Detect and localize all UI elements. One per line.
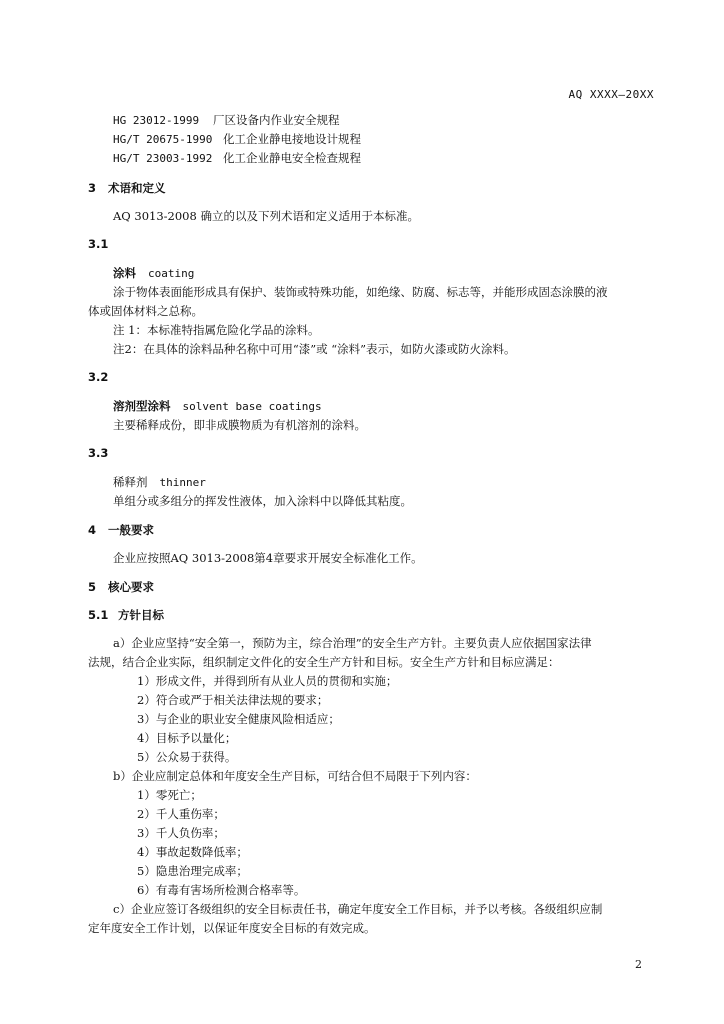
term-title bbox=[113, 474, 206, 490]
paragraph: AQ 3013-2008 确立的以及下列术语和定义适用于本标准。 bbox=[113, 209, 419, 223]
section-title: 核心要求 bbox=[108, 580, 154, 594]
document-code: AQ XXXX—20XX bbox=[568, 88, 654, 101]
paragraph: 企业应按照AQ 3013-2008第4章要求开展安全标准化工作。 bbox=[113, 551, 423, 565]
section-number: 4 bbox=[88, 523, 97, 537]
reference-title: 化工企业静电安全检查规程 bbox=[223, 151, 361, 165]
paragraph: a）企业应坚持“安全第一，预防为主，综合治理”的安全生产方针。主要负责人应依据国家法律 bbox=[113, 636, 592, 650]
subsection-title: 方针目标 bbox=[118, 608, 164, 622]
term-zh: 涂料 bbox=[113, 266, 136, 280]
list-item: 1）零死亡； bbox=[137, 788, 202, 802]
page-number: 2 bbox=[635, 958, 642, 971]
section-heading bbox=[88, 522, 154, 538]
paragraph: c）企业应签订各级组织的安全目标责任书，确定年度安全工作目标，并予以考核。各级组织应制 bbox=[113, 902, 603, 916]
term-title bbox=[113, 398, 322, 414]
section-heading bbox=[88, 180, 166, 196]
section-number: 3 bbox=[88, 181, 97, 195]
section-title: 一般要求 bbox=[108, 523, 154, 537]
paragraph: 定年度安全工作计划，以保证年度安全目标的有效完成。 bbox=[88, 921, 376, 935]
list-item: 2）千人重伤率； bbox=[137, 807, 225, 821]
list-item: 1）形成文件，并得到所有从业人员的贯彻和实施； bbox=[137, 674, 398, 688]
reference-title: 厂区设备内作业安全规程 bbox=[213, 113, 340, 127]
paragraph: b）企业应制定总体和年度安全生产目标，可结合但不局限于下列内容： bbox=[113, 769, 477, 783]
list-item: 2）符合或严于相关法律法规的要求； bbox=[137, 693, 329, 707]
term-number: 3.1 bbox=[88, 237, 109, 251]
term-number: 3.3 bbox=[88, 446, 109, 460]
subsection-number: 5.1 bbox=[88, 608, 109, 622]
list-item: 5）公众易于获得。 bbox=[137, 750, 237, 764]
note: 注 1：本标准特指属危险化学品的涂料。 bbox=[113, 323, 320, 337]
term-title bbox=[113, 265, 194, 281]
reference-line bbox=[113, 131, 361, 147]
term-zh: 溶剂型涂料 bbox=[113, 399, 171, 413]
list-item: 3）与企业的职业安全健康风险相适应； bbox=[137, 712, 340, 726]
term-zh: 稀释剂 bbox=[113, 475, 148, 489]
paragraph: 单组分或多组分的挥发性液体，加入涂料中以降低其粘度。 bbox=[113, 494, 412, 508]
subsection-heading bbox=[88, 607, 164, 623]
section-title: 术语和定义 bbox=[108, 181, 166, 195]
list-item: 5）隐患治理完成率； bbox=[137, 864, 248, 878]
section-heading bbox=[88, 579, 154, 595]
term-en: thinner bbox=[159, 476, 206, 489]
paragraph: 法规，结合企业实际，组织制定文件化的安全生产方针和目标。安全生产方针和目标应满足： bbox=[88, 655, 560, 669]
term-en: solvent base coatings bbox=[182, 400, 322, 413]
reference-line bbox=[113, 150, 361, 166]
list-item: 4）目标予以量化； bbox=[137, 731, 237, 745]
reference-line bbox=[113, 112, 340, 128]
section-number: 5 bbox=[88, 580, 97, 594]
list-item: 4）事故起数降低率； bbox=[137, 845, 248, 859]
list-item: 3）千人负伤率； bbox=[137, 826, 225, 840]
reference-code: HG/T 23003-1992 bbox=[113, 152, 213, 165]
reference-title: 化工企业静电接地设计规程 bbox=[223, 132, 361, 146]
list-item: 6）有毒有害场所检测合格率等。 bbox=[137, 883, 306, 897]
term-en: coating bbox=[148, 267, 195, 280]
term-number: 3.2 bbox=[88, 370, 109, 384]
note: 注2：在具体的涂料品种名称中可用“漆”或 “涂料”表示，如防火漆或防火涂料。 bbox=[113, 342, 516, 356]
paragraph: 涂于物体表面能形成具有保护、装饰或特殊功能，如绝缘、防腐、标志等，并能形成固态涂膜的液 bbox=[113, 285, 608, 299]
paragraph: 主要稀释成份，即非成膜物质为有机溶剂的涂料。 bbox=[113, 418, 366, 432]
paragraph: 体或固体材料之总称。 bbox=[88, 304, 203, 318]
reference-code: HG 23012-1999 bbox=[113, 114, 200, 127]
reference-code: HG/T 20675-1990 bbox=[113, 133, 213, 146]
